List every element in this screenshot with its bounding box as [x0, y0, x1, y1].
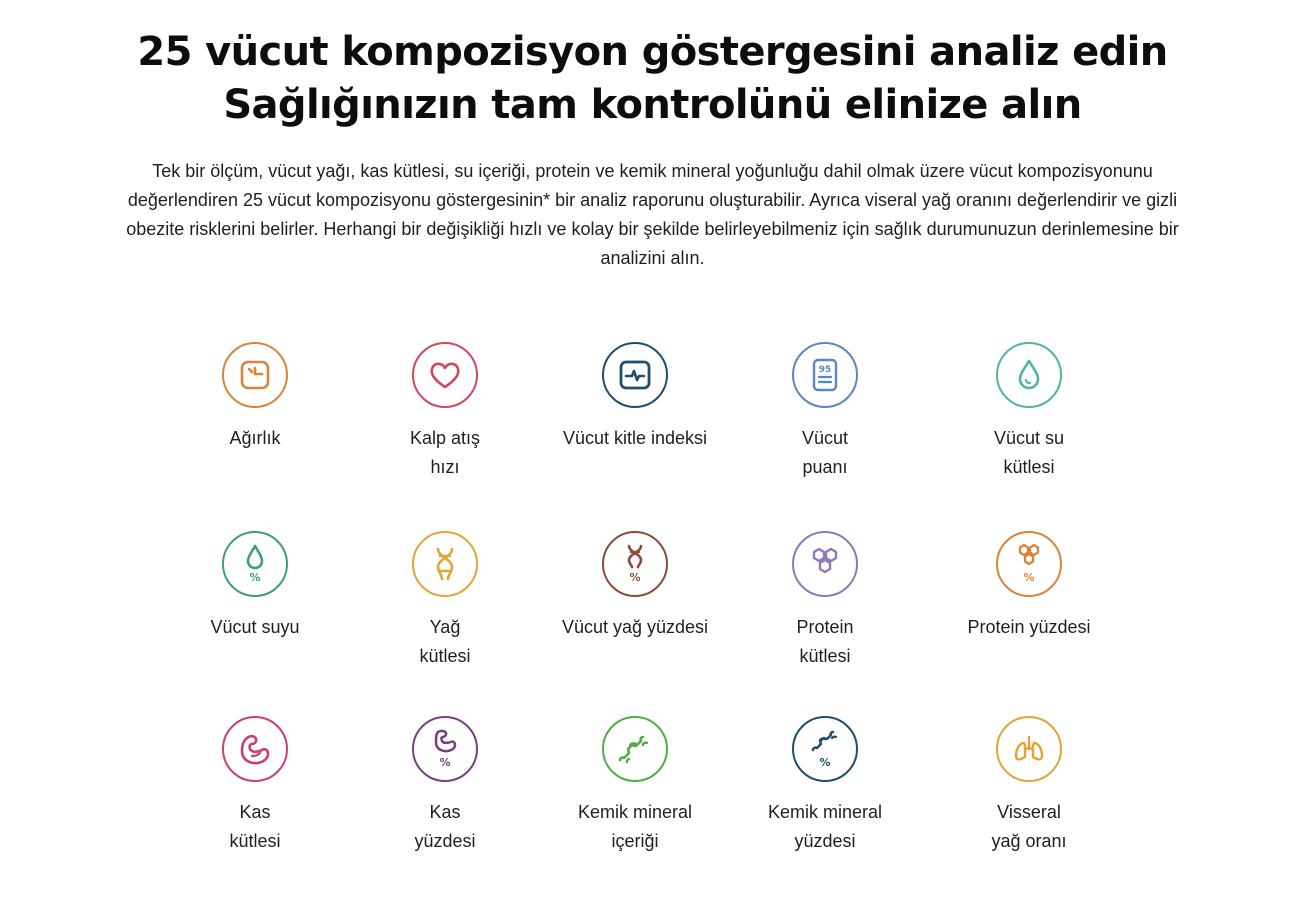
- title-line-1: 25 vücut kompozisyon göstergesini analiz edin: [137, 29, 1168, 75]
- indicator-label-line-2: kütlesi: [799, 646, 851, 666]
- muscle-arm-icon: [222, 716, 288, 782]
- indicator-label-line-2: puanı: [802, 457, 848, 477]
- muscle-arm-icon-glyph: [235, 729, 275, 769]
- indicator-item: [165, 342, 345, 453]
- indicator-item: [545, 531, 725, 642]
- score-95-icon: [792, 342, 858, 408]
- heart-icon: [412, 342, 478, 408]
- indicator-label: [165, 613, 345, 642]
- indicator-label-line-2: yüzdesi: [414, 831, 476, 851]
- indicator-label: [165, 798, 345, 856]
- indicator-item: [939, 531, 1119, 642]
- bone-percent-icon-glyph: [805, 729, 845, 769]
- bone-icon: [602, 716, 668, 782]
- indicator-item: [165, 531, 345, 642]
- scale-icon-glyph: [235, 355, 275, 395]
- indicator-label: [545, 613, 725, 642]
- percent-sign: %: [1023, 571, 1035, 584]
- indicator-label-line-1: Yağ: [429, 617, 461, 637]
- indicator-item: [355, 342, 535, 482]
- protein-percent-icon-glyph: [1009, 544, 1049, 584]
- indicator-label: [355, 613, 535, 671]
- scale-icon: [222, 342, 288, 408]
- description-text: Tek bir ölçüm, vücut yağı, kas kütlesi, su içeriği, protein ve kemik mineral yoğunluğu dahil olmak üzere vücut kompozisyonunu değerlendiren 25 vücut kompozisyonu göstergesinin* bir analiz raporunu oluşturabilir. Ayrıca viseral yağ oranını değerlendirir ve gizli obezite risklerini belirler. Herhangi bir değişikliği hızlı ve kolay bir şekilde belirleyebilmeniz için sağlık durumunuzun derinlemesine bir analizini alın.: [126, 161, 1179, 268]
- indicator-label-line-1: Protein yüzdesi: [967, 617, 1091, 637]
- indicator-item: [939, 342, 1119, 482]
- dna-fat-icon: [412, 531, 478, 597]
- indicator-label: [735, 798, 915, 856]
- indicator-label: [735, 613, 915, 671]
- indicator-label-line-1: Kas: [429, 802, 461, 822]
- indicator-label-line-2: yağ oranı: [991, 831, 1067, 851]
- indicator-label: [355, 424, 535, 482]
- indicator-label-line-1: Ağırlık: [229, 428, 281, 448]
- bone-icon-glyph: [615, 729, 655, 769]
- percent-sign: %: [439, 756, 451, 769]
- indicator-label-line-1: Vücut su: [993, 428, 1065, 448]
- indicator-label-line-1: Visseral: [997, 802, 1061, 822]
- indicator-label-line-1: Protein: [796, 617, 854, 637]
- indicator-label-line-2: kütlesi: [1003, 457, 1055, 477]
- indicator-label: [165, 424, 345, 453]
- indicator-label: [939, 798, 1119, 856]
- indicator-label: [545, 798, 725, 856]
- percent-sign: %: [629, 571, 641, 584]
- indicator-label-line-1: Vücut kitle indeksi: [562, 428, 708, 448]
- indicator-label-line-2: içeriği: [611, 831, 659, 851]
- muscle-percent-icon: [412, 716, 478, 782]
- bmi-monitor-icon-glyph: [615, 355, 655, 395]
- protein-hexagon-icon: [792, 531, 858, 597]
- indicator-label-line-1: Vücut: [801, 428, 849, 448]
- indicator-item: [165, 716, 345, 856]
- indicator-label-line-2: yüzdesi: [794, 831, 856, 851]
- percent-sign: %: [819, 756, 831, 769]
- title-line-2: Sağlığınızın tam kontrolünü elinize alın: [223, 82, 1082, 128]
- protein-percent-icon: [996, 531, 1062, 597]
- indicator-label-line-2: kütlesi: [229, 831, 281, 851]
- dna-fat-percent-icon-glyph: [615, 544, 655, 584]
- water-drop-icon-glyph: [1009, 355, 1049, 395]
- water-percent-icon: [222, 531, 288, 597]
- protein-hexagon-icon-glyph: [805, 544, 845, 584]
- indicator-item: [939, 716, 1119, 856]
- indicator-item: [735, 342, 915, 482]
- indicator-label-line-1: Kalp atış: [409, 428, 481, 448]
- bone-percent-icon: [792, 716, 858, 782]
- indicator-label: [939, 424, 1119, 482]
- dna-fat-icon-glyph: [425, 544, 465, 584]
- indicator-label: [939, 613, 1119, 642]
- svg-text:95: 95: [818, 365, 832, 375]
- percent-sign: %: [249, 571, 261, 584]
- water-drop-icon: [996, 342, 1062, 408]
- heart-icon-glyph: [425, 355, 465, 395]
- indicator-label-line-1: Vücut yağ yüzdesi: [561, 617, 709, 637]
- indicator-label-line-2: hızı: [430, 457, 460, 477]
- water-percent-icon-glyph: [235, 544, 275, 584]
- indicator-label-line-2: kütlesi: [419, 646, 471, 666]
- score-95-icon-glyph: [805, 355, 845, 395]
- indicator-label-line-1: Vücut suyu: [210, 617, 300, 637]
- dna-fat-percent-icon: [602, 531, 668, 597]
- muscle-percent-icon-glyph: [425, 729, 465, 769]
- indicator-label-line-1: Kas: [239, 802, 271, 822]
- indicator-label: [355, 798, 535, 856]
- indicator-item: [735, 716, 915, 856]
- indicator-item: [355, 531, 535, 671]
- lungs-icon-glyph: [1009, 729, 1049, 769]
- lungs-icon: [996, 716, 1062, 782]
- indicator-item: [735, 531, 915, 671]
- indicator-label: [545, 424, 725, 453]
- indicator-label-line-1: Kemik mineral: [577, 802, 693, 822]
- indicator-item: [545, 716, 725, 856]
- indicator-label-line-1: Kemik mineral: [767, 802, 883, 822]
- indicator-label: [735, 424, 915, 482]
- indicator-item: [355, 716, 535, 856]
- indicator-item: [545, 342, 725, 453]
- bmi-monitor-icon: [602, 342, 668, 408]
